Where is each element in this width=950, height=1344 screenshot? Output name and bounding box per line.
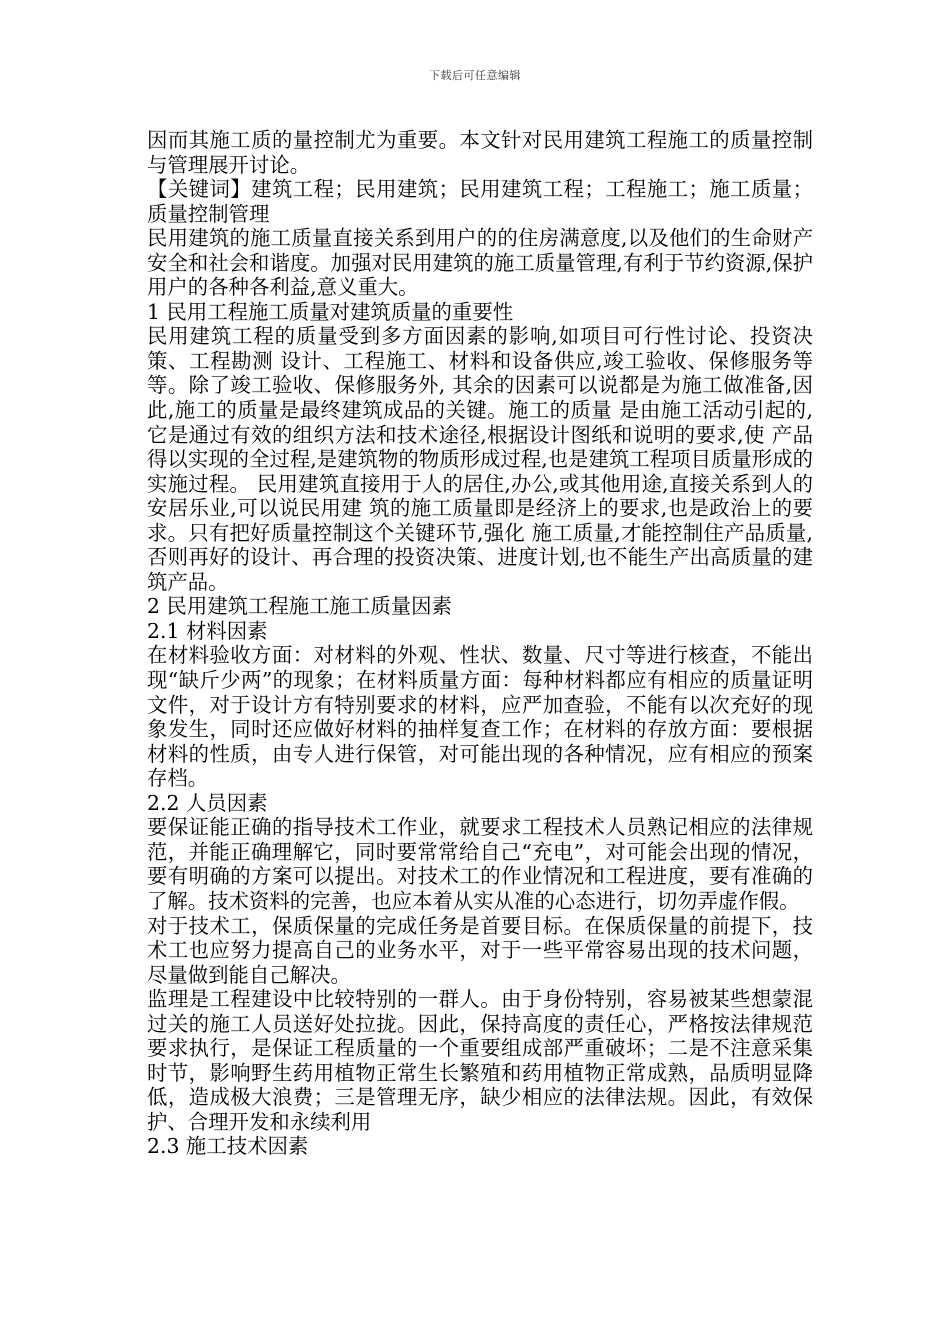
paragraph-materials: 在材料验收方面：对材料的外观、性状、数量、尺寸等进行核查，不能出现“缺斤少两”的现象；在材料质量方面：每种材料都应有相应的质量证明文件，对于设计方有特别要求的材料，应严加查验，不能有以次充好的现象发生，同时还应做好材料的抽样复查工作；在材料的存放方面：要根据材料的性质，由专人进行保管，对可能出现的各种情况，应有相应的预案存档。 <box>147 643 813 791</box>
paragraph-keywords: 【关键词】建筑工程；民用建筑；民用建筑工程；工程施工；施工质量；质量控制管理 <box>147 177 813 226</box>
paragraph-personnel-2: 对于技术工，保质保量的完成任务是首要目标。在保质保量的前提下，技术工也应努力提高自己的业务水平，对于一些平常容易出现的技术问题，尽量做到能自己解决。 <box>147 913 813 987</box>
page-header: 下载后可任意编辑 <box>429 69 521 82</box>
paragraph-section-1: 民用建筑工程的质量受到多方面因素的影响,如项目可行性讨论、投资决策、工程勘测 设计、工程施工、材料和设备供应,竣工验收、保修服务等等。除了竣工验收、保修服务外, 其余的因素可以说都是为施工做准备,因此,施工的质量是最终建筑成品的关键。施工的质量 是由施工活动引起的,它是通过有效的组织方法和技术途径,根据设计图纸和说明的要求,使 产品得以实现的全过程,是建筑物的物质形成过程,也是建筑工程项目质量形成的实施过程。 民用建筑直接用于人的居住,办公,或其他用途,直接关系到人的安居乐业,可以说民用建 筑的施工质量即是经济上的要求,也是政治上的要求。只有把好质量控制这个关键环节,强化 施工质量,才能控制住产品质量,否则再好的设计、再合理的投资决策、进度计划,也不能生产出高质量的建筑产品。 <box>147 324 813 594</box>
section-heading-1: 1 民用工程施工质量对建筑质量的重要性 <box>147 299 514 324</box>
paragraph-overview: 民用建筑的施工质量直接关系到用户的的住房满意度,以及他们的生命财产安全和社会和谐度。加强对民用建筑的施工质量管理,有利于节约资源,保护用户的各种各利益,意义重大。 <box>147 226 813 300</box>
document-body <box>147 128 813 1159</box>
subsection-heading-2-2: 2.2 人员因素 <box>147 790 268 815</box>
paragraph-personnel-3: 监理是工程建设中比较特别的一群人。由于身份特别，容易被某些想蒙混过关的施工人员送好处拉拢。因此，保持高度的责任心，严格按法律规范要求执行，是保证工程质量的一个重要组成部严重破坏；二是不注意采集时节，影响野生药用植物正常生长繁殖和药用植物正常成熟，品质明显降低，造成极大浪费；三是管理无序，缺少相应的法律法规。因此，有效保护、合理开发和永续利用 <box>147 987 813 1134</box>
paragraph-personnel-1: 要保证能正确的指导技术工作业，就要求工程技术人员熟记相应的法律规范，并能正确理解它，同时要常常给自己“充电”，对可能会出现的情况，要有明确的方案可以提出。对技术工的作业情况和工程进度，要有准确的了解。技术资料的完善，也应本着从实从准的心态进行，切勿弄虚作假。 <box>147 815 813 913</box>
section-heading-2: 2 民用建筑工程施工施工质量因素 <box>147 594 452 619</box>
subsection-heading-2-3: 2.3 施工技术因素 <box>147 1134 309 1159</box>
paragraph-intro: 因而其施工质的量控制尤为重要。本文针对民用建筑工程施工的质量控制与管理展开讨论。 <box>147 128 813 177</box>
subsection-heading-2-1: 2.1 材料因素 <box>147 618 268 643</box>
